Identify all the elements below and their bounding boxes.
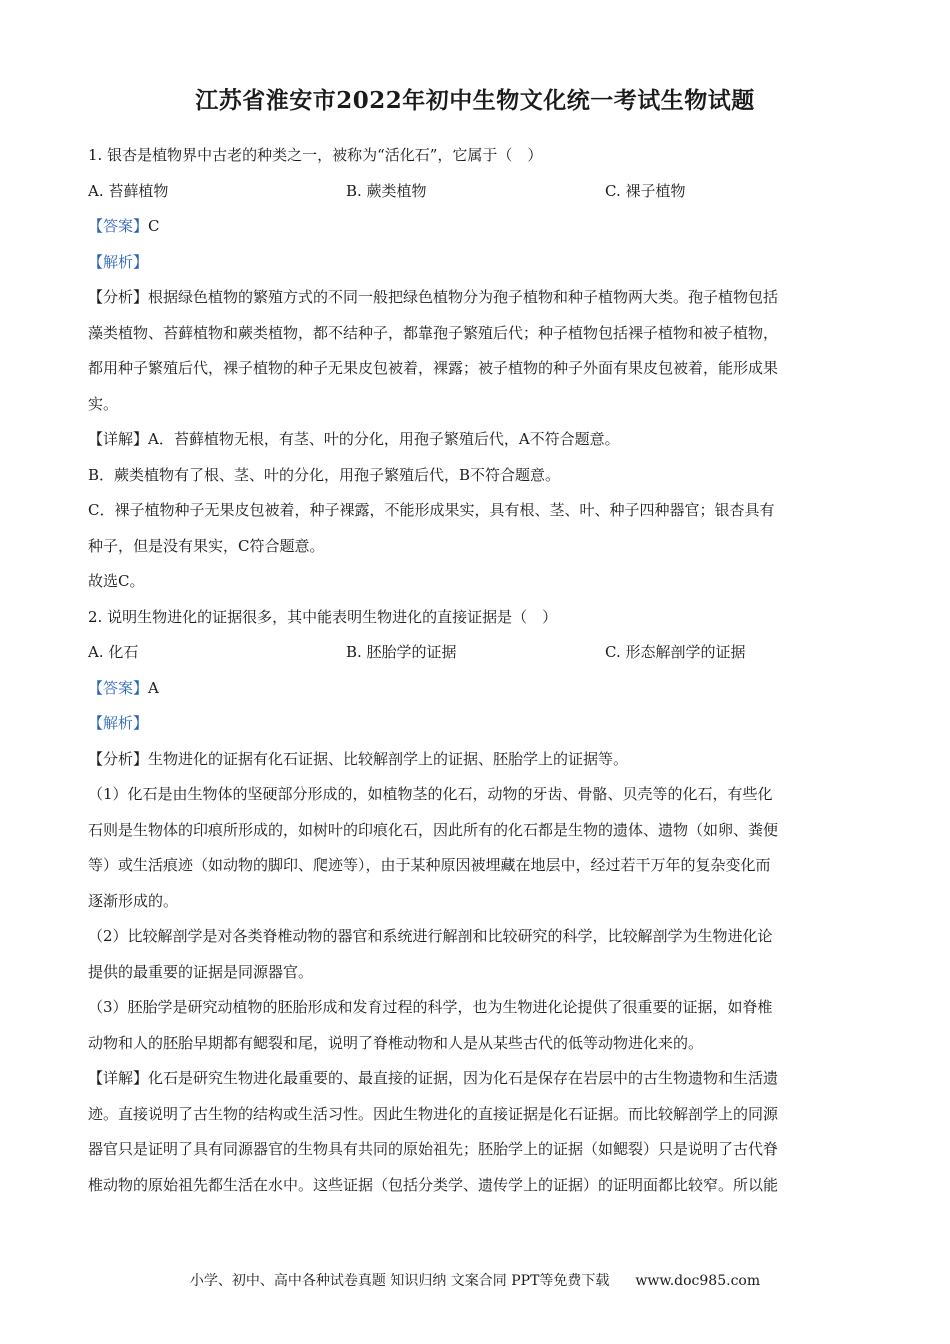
footer-site-link[interactable]: www.doc985.com [635, 1273, 761, 1289]
q2-fenxi-line: 动物和人的胚胎早期都有鳃裂和尾，说明了脊椎动物和人是从某些古代的低等动物进化来的。 [88, 1033, 704, 1052]
q1-xiangjie-line: B．蕨类植物有了根、茎、叶的分化，用孢子繁殖后代，B不符合题意。 [88, 465, 561, 484]
analysis-tag: 【解析】 [88, 252, 149, 271]
q2-fenxi-line: （2）比较解剖学是对各类脊椎动物的器官和系统进行解剖和比较研究的科学，比较解剖学为生物进化论 [88, 927, 773, 945]
q1-xiangjie-line: 种子，但是没有果实，C符合题意。 [88, 536, 325, 555]
analysis-tag: 【解析】 [88, 714, 149, 732]
xiangjie-tag: 【详解】 [88, 430, 149, 448]
q2-fenxi-line: （1）化石是由生物体的坚硬部分形成的，如植物茎的化石，动物的牙齿、骨骼、贝壳等的化石，有些化 [88, 785, 773, 803]
q1-xiangjie-line: C．裸子植物种子无果皮包被着，种子裸露，不能形成果实，具有根、茎、叶、种子四种器官；银杏具有 [88, 501, 775, 519]
page-footer [0, 1270, 950, 1290]
q1-fenxi-text: 根据绿色植物的繁殖方式的不同一般把绿色植物分为孢子植物和种子植物两大类。孢子植物包括 [148, 288, 779, 306]
q2-xiangjie-line: 器官只是证明了具有同源器官的生物具有共同的原始祖先；胚胎学上的证据（如鳃裂）只是说明了古代脊 [88, 1140, 779, 1158]
answer-tag: 【答案】 [88, 678, 149, 697]
q2-xiangjie-text: 化石是研究生物进化最重要的、最直接的证据，因为化石是保存在岩层中的古生物遗物和生活遗 [148, 1069, 779, 1087]
q1-option-b: B. 蕨类植物 [346, 181, 427, 200]
footer-text: 小学、初中、高中各种试卷真题 知识归纳 文案合同 PPT等免费下载 [189, 1273, 610, 1289]
q2-xiangjie-line [88, 1061, 863, 1097]
q2-option-c: C. 形态解剖学的证据 [605, 643, 746, 661]
xiangjie-tag: 【详解】 [88, 1069, 149, 1087]
q1-fenxi-line [88, 280, 863, 316]
page-title: 江苏省淮安市2022年初中生物文化统一考试生物试题 [195, 87, 755, 114]
q2-analysis-heading [88, 706, 863, 742]
fenxi-tag: 【分析】 [88, 749, 149, 768]
q1-fenxi-line: 都用种子繁殖后代，裸子植物的种子无果皮包被着，裸露；被子植物的种子外面有果皮包被着，能形成果 [88, 359, 779, 377]
q1-option-a: A. 苔藓植物 [88, 181, 169, 200]
fenxi-tag: 【分析】 [88, 288, 149, 306]
q2-xiangjie-line: 椎动物的原始祖先都生活在水中。这些证据（包括分类学、遗传学上的证据）的证明面都比较窄。所以能 [88, 1175, 779, 1194]
q2-fenxi-line: 石则是生物体的印痕所形成的，如树叶的印痕化石，因此所有的化石都是生物的遗体、遗物（如卵、粪便 [88, 820, 779, 839]
q1-xiangjie-line [88, 422, 863, 458]
q2-fenxi-line: 提供的最重要的证据是同源器官。 [88, 962, 314, 981]
q2-fenxi-line [88, 742, 863, 778]
q1-fenxi-line: 实。 [88, 394, 119, 413]
q2-options [88, 635, 863, 671]
document-body [88, 138, 863, 1203]
q2-fenxi-line: 等）或生活痕迹（如动物的脚印、爬迹等），由于某种原因被埋藏在地层中，经过若干万年的复杂变化而 [88, 856, 771, 874]
q2-xiangjie-line: 迹。直接说明了古生物的结构或生活习性。因此生物进化的直接证据是化石证据。而比较解剖学上的同源 [88, 1104, 779, 1123]
q1-answer-value: C [148, 217, 160, 235]
q1-option-c: C. 裸子植物 [605, 181, 686, 200]
q2-option-b: B. 胚胎学的证据 [346, 643, 457, 661]
q2-stem: 2. 说明生物进化的证据很多，其中能表明生物进化的直接证据是（ ） [88, 607, 558, 626]
q1-fenxi-line: 藻类植物、苔藓植物和蕨类植物，都不结种子，都靠孢子繁殖后代；种子植物包括裸子植物和被子植物， [88, 323, 779, 342]
q1-analysis-heading [88, 245, 863, 281]
q1-answer [88, 209, 863, 245]
q2-option-a: A. 化石 [88, 643, 139, 661]
answer-tag: 【答案】 [88, 217, 149, 235]
q1-conclusion: 故选C。 [88, 572, 145, 590]
q1-stem: 1. 银杏是植物界中古老的种类之一，被称为“活化石”，它属于（ ） [88, 146, 543, 164]
q1-xiangjie-text: A．苔藓植物无根，有茎、叶的分化，用孢子繁殖后代，A不符合题意。 [148, 430, 620, 448]
q1-options [88, 174, 863, 210]
q2-fenxi-line: （3）胚胎学是研究动植物的胚胎形成和发育过程的科学，也为生物进化论提供了很重要的证据，如脊椎 [88, 998, 773, 1016]
q2-answer-value: A [148, 678, 159, 697]
q2-fenxi-line: 逐渐形成的。 [88, 891, 179, 910]
q2-answer [88, 671, 863, 707]
q2-fenxi-text: 生物进化的证据有化石证据、比较解剖学上的证据、胚胎学上的证据等。 [148, 749, 629, 768]
